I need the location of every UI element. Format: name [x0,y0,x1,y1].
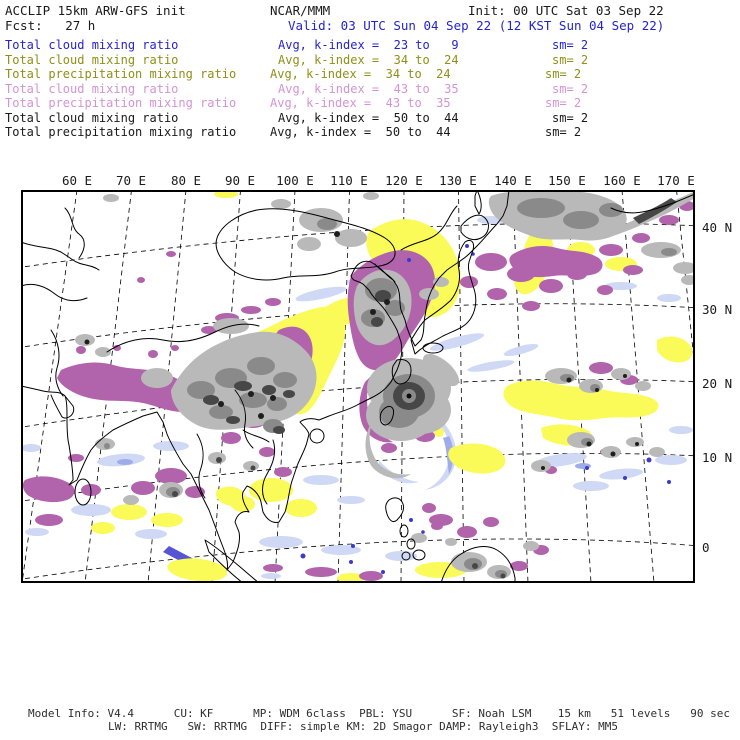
legend-kindex: Avg, k-index = 50 to 44 [278,111,459,125]
init-label: Init: 00 UTC Sat 03 Sep 22 [468,3,664,18]
lon-axis-label: 140 E [494,173,532,188]
lon-axis-label: 160 E [603,173,641,188]
legend-sm: sm= 2 [552,53,589,67]
legend-sm: sm= 2 [552,111,589,125]
legend-label: Total cloud mixing ratio [5,38,179,52]
lon-axis-label: 70 E [115,173,147,188]
lat-axis-label: 10 N [702,450,733,465]
valid-label: Valid: 03 UTC Sun 04 Sep 22 (12 KST Sun 04 Sep 22) [288,18,665,33]
legend-sm: sm= 2 [545,125,582,139]
lon-axis-label: 150 E [548,173,586,188]
model-info-line1: Model Info: V4.4 CU: KF MP: WDM 6class PBL: YSU SF: Noah LSM 15 km 51 levels 90 sec [28,707,730,720]
legend-kindex: Avg, k-index = 34 to 24 [278,53,459,67]
lon-axis-label: 120 E [385,173,423,188]
legend-label: Total precipitation mixing ratio [5,67,237,81]
legend-kindex: Avg, k-index = 23 to 9 [278,38,459,52]
legend-kindex: Avg, k-index = 50 to 44 [270,125,451,139]
legend-sm: sm= 2 [552,38,589,52]
legend-label: Total precipitation mixing ratio [5,125,237,139]
legend-kindex: Avg, k-index = 34 to 24 [270,67,451,81]
legend-sm: sm= 2 [552,82,589,96]
lon-axis-label: 100 E [276,173,314,188]
legend-label: Total precipitation mixing ratio [5,96,237,110]
legend-kindex: Avg, k-index = 43 to 35 [278,82,459,96]
lat-axis-label: 40 N [702,220,733,235]
lon-axis-label: 110 E [330,173,368,188]
lon-axis-label: 60 E [61,173,93,188]
legend-label: Total cloud mixing ratio [5,53,179,67]
legend-sm: sm= 2 [545,96,582,110]
lon-axis-label: 90 E [224,173,256,188]
legend-label: Total cloud mixing ratio [5,82,179,96]
weather-map [21,190,695,583]
page-title: ACCLIP 15km ARW-GFS init [5,3,186,18]
legend-kindex: Avg, k-index = 43 to 35 [270,96,451,110]
legend-sm: sm= 2 [545,67,582,81]
weather-map-svg [21,190,695,583]
org-label: NCAR/MMM [270,3,331,18]
lon-axis-label: 130 E [439,173,477,188]
legend-label: Total cloud mixing ratio [5,111,179,125]
lon-axis-label: 80 E [170,173,202,188]
lat-axis-label: 20 N [702,376,733,391]
model-info-line2: LW: RRTMG SW: RRTMG DIFF: simple KM: 2D Smagor DAMP: Rayleigh3 SFLAY: MM5 [108,720,618,733]
lat-axis-label: 0 [702,540,710,555]
fcst-label: Fcst: 27 h [5,18,96,33]
lat-axis-label: 30 N [702,302,733,317]
lon-axis-label: 170 E [657,173,695,188]
